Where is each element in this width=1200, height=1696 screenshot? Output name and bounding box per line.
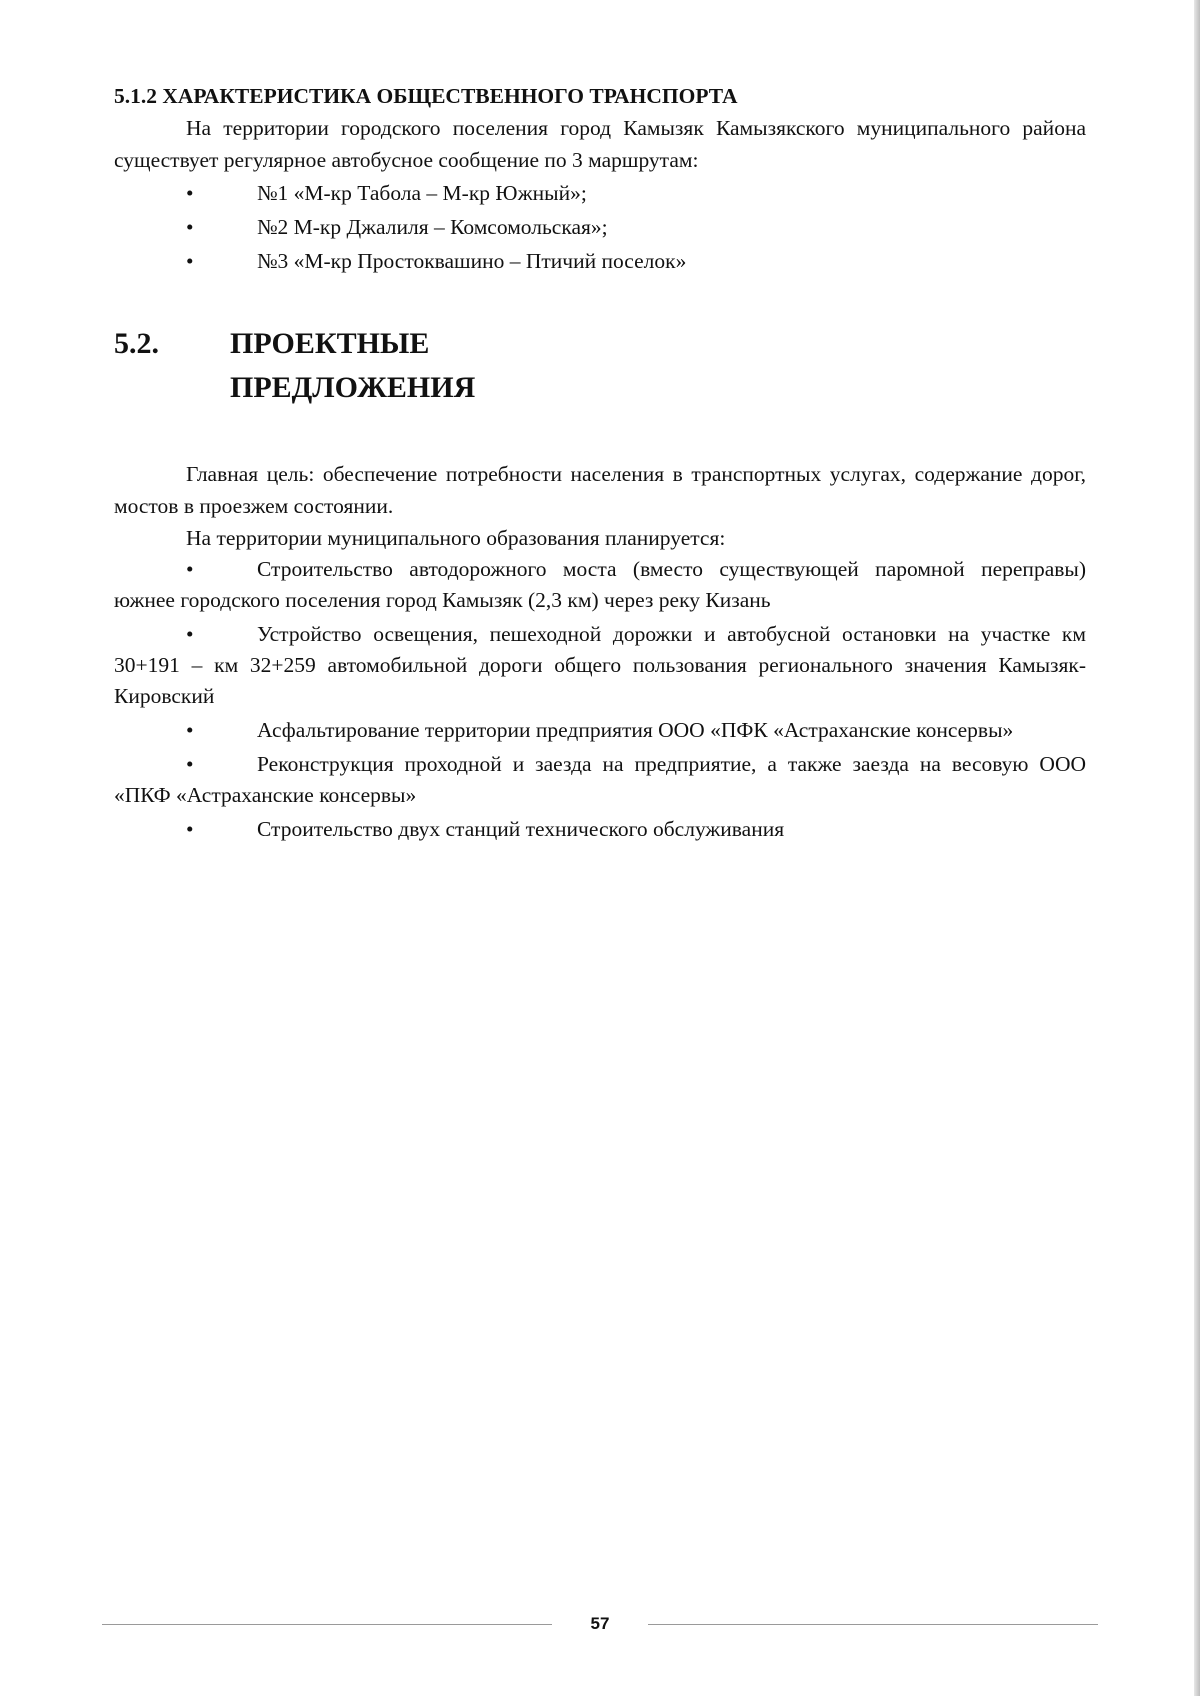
bullet-icon: • (186, 249, 194, 273)
route-list (114, 176, 1086, 278)
plan-list-item (114, 554, 1086, 616)
goal-paragraph: Главная цель: обеспечение потребности населения в транспортных услугах, содержание дорог, мостов в проезжем состоянии. (114, 462, 1086, 518)
subsection-intro-paragraph: На территории городского поселения город Камызяк Камызякского муниципального района существует регулярное автобусное сообщение по 3 маршрутам: (114, 116, 1086, 172)
bullet-icon: • (186, 181, 194, 205)
route-item (114, 210, 1086, 244)
bullet-icon: • (186, 557, 194, 581)
plan-list-item (114, 715, 1086, 746)
plan-item-text: Строительство двух станций технического обслуживания (257, 817, 785, 841)
footer-divider-left (102, 1624, 552, 1625)
bullet-icon: • (186, 817, 194, 841)
section-title: ПРОЕКТНЫЕ ПРЕДЛОЖЕНИЯ (230, 327, 476, 404)
route-item (114, 176, 1086, 210)
plan-item-text: Асфальтирование территории предприятия ООО «ПФК «Астраханские консервы» (257, 718, 1014, 742)
section-heading (114, 322, 1086, 410)
route-text: №1 «М-кр Табола – М-кр Южный»; (257, 181, 587, 205)
plan-item-text: Реконструкция проходной и заезда на предприятие, а также заезда на весовую ООО «ПКФ «Астраханские консервы» (114, 752, 1086, 807)
page-number: 57 (590, 1614, 610, 1633)
bullet-icon: • (186, 752, 194, 776)
bullet-icon: • (186, 215, 194, 239)
heading-spacer (114, 410, 1086, 458)
plan-list-item (114, 814, 1086, 845)
plan-intro-paragraph: На территории муниципального образования планируется: (186, 526, 726, 550)
footer-divider-right (648, 1624, 1098, 1625)
route-text: №2 М-кр Джалиля – Комсомольская»; (257, 215, 608, 239)
plan-list-item (114, 619, 1086, 712)
page-edge-shadow (1194, 0, 1200, 1696)
section-number: 5.2. (114, 327, 159, 360)
bullet-icon: • (186, 622, 194, 646)
page-footer (102, 1611, 1098, 1641)
route-item (114, 244, 1086, 278)
bullet-icon: • (186, 718, 194, 742)
plan-item-text: Строительство автодорожного моста (вместо существующей паромной переправы) южнее городского поселения город Камызяк (2,3 км) через реку Кизань (114, 557, 1086, 612)
page-content (114, 80, 1086, 848)
subsection-heading: 5.1.2 ХАРАКТЕРИСТИКА ОБЩЕСТВЕННОГО ТРАНСПОРТА (114, 84, 738, 108)
plan-item-text: Устройство освещения, пешеходной дорожки и автобусной остановки на участке км 30+191 – км 32+259 автомобильной дороги общего пользования регионального значения Камызяк-Кировский (114, 622, 1086, 708)
plan-list-item (114, 749, 1086, 811)
route-text: №3 «М-кр Простоквашино – Птичий поселок» (257, 249, 687, 273)
